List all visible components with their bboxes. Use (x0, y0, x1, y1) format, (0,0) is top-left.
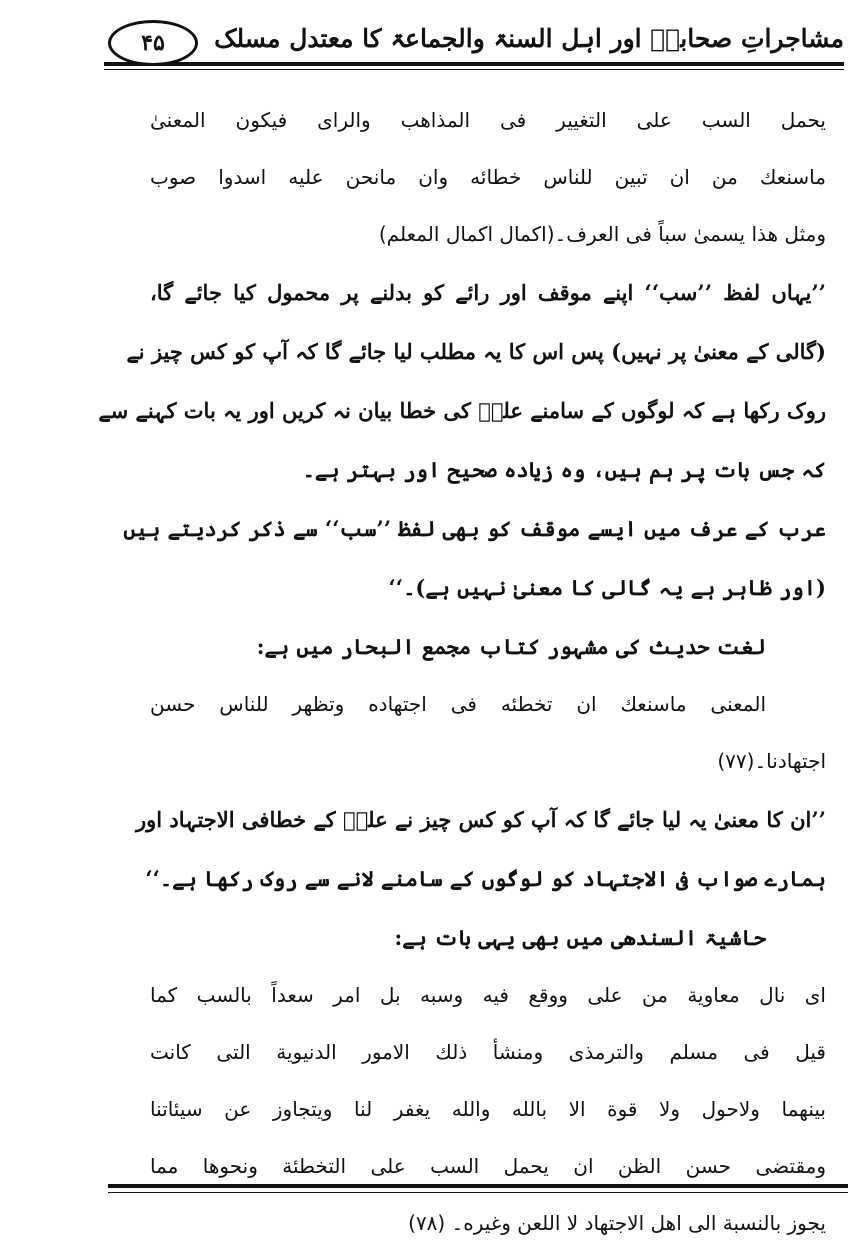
page-header (104, 18, 844, 76)
urdu-intro-line: حاشیۃ السندھی میں بھی یہی بات ہے: (394, 925, 766, 950)
footer-rule-thin (108, 1192, 848, 1193)
arabic-quote-line: ای نال معاویة من علی ووقع فیه وسبه بل امر سعداً بالسب کما (150, 983, 826, 1007)
urdu-intro-line: لغت حدیث کی مشہور کتاب مجمع البحار میں ہے: (256, 634, 766, 659)
footer-rule-thick (108, 1184, 848, 1188)
page-number: ۴۵ (141, 30, 165, 56)
running-title: مشاجراتِ صحابہؓ اور اہل السنۃ والجماعۃ کا معتدل مسلک (214, 24, 844, 53)
header-rule-thin (104, 69, 844, 70)
page-number-oval (108, 20, 198, 66)
urdu-translation-line: روک رکھا ہے کہ لوگوں کے سامنے علیؓ کی خطا بیان نہ کریں اور یہ بات کہنے سے (98, 398, 826, 423)
arabic-quote-line: بینهما ولاحول ولا قوة الا بالله والله یغفر لنا ویتجاوز عن سیئاتنا (150, 1097, 826, 1121)
arabic-quote-line: ومقتضی حسن الظن ان یحمل السب علی التخطئة ونحوها مما (150, 1154, 826, 1178)
arabic-quote-line: قیل فی مسلم والترمذی ومنشأ ذلك الامور الدنیویة التی كانت (150, 1040, 826, 1064)
arabic-quote-line: ومثل هذا یسمیٰ سباً فی العرف۔(اکمال اکمال المعلم) (378, 222, 826, 246)
urdu-translation-line: (اور ظاہر ہے یہ گالی کا معنیٰ نہیں ہے)۔‘‘ (388, 575, 826, 600)
urdu-translation-line: ’’ان کا معنیٰ یہ لیا جائے گا کہ آپ کو کس چیز نے علیؓ کے خطافی الاجتہاد اور (135, 807, 826, 832)
arabic-quote-line: المعنی ماسنعك ان تخطئه فی اجتهاده وتظهر للناس حسن (150, 692, 766, 716)
urdu-translation-line: عرب کے عرف میں ایسے موقف کو بھی لفظ ’’سب‘‘ سے ذکر کردیتے ہیں (123, 516, 826, 541)
header-rule-thick (104, 62, 844, 66)
urdu-translation-line: (گالی کے معنیٰ پر نہیں) پس اس کا یہ مطلب لیا جائے گا کہ آپ کو کس چیز نے (126, 339, 826, 364)
arabic-quote-line: ماسنعك من ان تبین للناس خطائه وان مانحن علیه اسدوا صوب (150, 165, 826, 189)
page-body (98, 92, 826, 1252)
arabic-quote-line: یجوز بالنسبة الی اهل الاجتهاد لا اللعن وغیره۔ (۷۸) (408, 1211, 826, 1235)
urdu-translation-line: ہمارے صواب فی الاجتہاد کو لوگوں کے سامنے لانے سے روک رکھا ہے۔‘‘ (145, 866, 826, 891)
urdu-translation-line: ’’یہاں لفظ ’’سب‘‘ اپنے موقف اور رائے کو بدلنے پر محمول کیا جائے گا، (150, 280, 826, 305)
arabic-quote-line: یحمل السب علی التغییر فی المذاھب والرای فیکون المعنیٰ (150, 108, 826, 132)
urdu-translation-line: کہ جس بات پر ہم ہیں، وہ زیادہ صحیح اور بہتر ہے۔ (302, 457, 826, 482)
arabic-quote-line: اجتهادنا۔(۷۷) (717, 749, 826, 773)
